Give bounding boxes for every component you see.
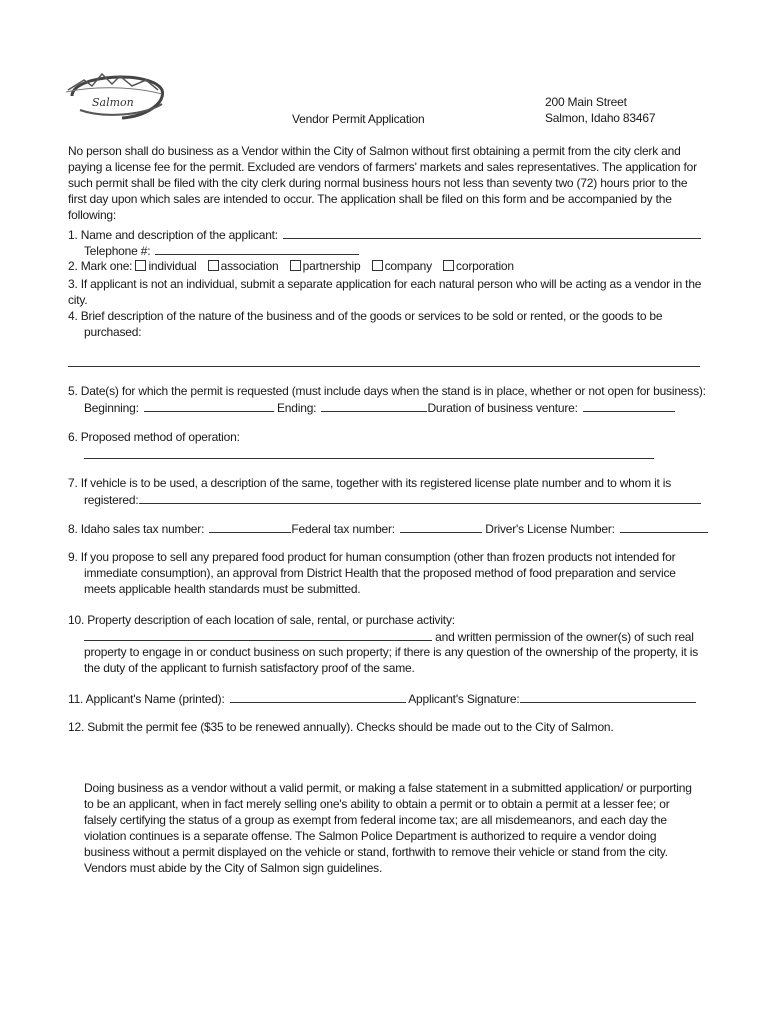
checkbox-individual[interactable] [135, 260, 146, 271]
item-7: 7. If vehicle is to be used, a description of the same, together with its registered license plate number and to whom it is [68, 476, 672, 490]
method-of-operation-field[interactable] [84, 458, 654, 459]
beginning-field[interactable] [144, 399, 274, 412]
item-9: 9. If you propose to sell any prepared food product for human consumption (other than frozen products not intended for immediate consumption), an approval from District Health that the proposed method of food preparation and service meets applicable health standards must be submitted. [68, 550, 676, 596]
item-6: 6. Proposed method of operation: [68, 430, 240, 444]
item-10-rest: property to engage in or conduct business on such property; if there is any question of the ownership of the property, it is the duty of the applicant to furnish satisfactory proof of the same. [84, 645, 699, 675]
item-8 [68, 520, 708, 537]
option-association-label: association [220, 259, 279, 273]
option-company-label: company [384, 259, 432, 273]
drivers-license-label: Driver's License Number: [485, 522, 615, 536]
registered-label: registered: [84, 493, 139, 507]
item-1-phone [84, 242, 359, 259]
applicant-printed-name-field[interactable] [230, 690, 406, 703]
idaho-tax-label: 8. Idaho sales tax number: [68, 522, 205, 536]
item-1 [68, 226, 701, 243]
ending-field[interactable] [321, 399, 427, 412]
federal-tax-field[interactable] [400, 520, 482, 533]
checkbox-corporation[interactable] [443, 260, 454, 271]
vehicle-registration-field[interactable] [139, 491, 701, 504]
idaho-tax-field[interactable] [209, 520, 291, 533]
applicant-signature-label: Applicant's Signature: [408, 692, 520, 706]
item-5: 5. Date(s) for which the permit is requested (must include days when the stand is in place, whether or not open for business): [68, 384, 706, 398]
telephone-field[interactable] [155, 242, 359, 255]
footer-warning: Doing business as a vendor without a valid permit, or making a false statement in a submitted application/ or purporting to be an applicant, when in fact merely selling one's ability to obtain a permit or to obtain a permit at a lesser fee; or falsely certifying the status of a group as exempt from federal income tax; are all misdemeanors, and each day the violation continues is a separate offense. The Salmon Police Department is authorized to require a vendor doing business without a permit displayed on the vehicle or stand, forthwith to remove their vehicle or stand from the city. Vendors must abide by the City of Salmon sign guidelines. [84, 781, 692, 875]
ending-label: Ending: [277, 401, 317, 415]
checkbox-association[interactable] [208, 260, 219, 271]
property-description-field[interactable] [84, 628, 432, 641]
applicant-name-label: 11. Applicant's Name (printed): [68, 692, 225, 706]
item-3: 3. If applicant is not an individual, submit a separate application for each natural person who will be acting as a vendor in the city. [68, 277, 702, 307]
item-7-cont [84, 491, 701, 508]
address-line-2: Salmon, Idaho 83467 [545, 111, 656, 125]
item-10: 10. Property description of each location of sale, rental, or purchase activity: [68, 613, 455, 627]
logo-text: Salmon [92, 96, 134, 109]
item-1-label: 1. Name and description of the applicant: [68, 228, 278, 242]
drivers-license-field[interactable] [620, 520, 708, 533]
item-11 [68, 690, 696, 707]
business-description-field[interactable] [68, 366, 700, 367]
checkbox-company[interactable] [372, 260, 383, 271]
item-10-after: and written permission of the owner(s) of such real [435, 630, 694, 644]
item-12: 12. Submit the permit fee ($35 to be renewed annually). Checks should be made out to the City of Salmon. [68, 720, 614, 734]
intro-paragraph: No person shall do business as a Vendor within the City of Salmon without first obtaining a permit from the city clerk and paying a license fee for the permit. Excluded are vendors of farmers' markets and sales representatives. The application for such permit shall be filed with the city clerk during normal business hours not less than seventy two (72) hours prior to the first day upon which sales are intended to occur. The application shall be filed on this form and be accompanied by the following: [68, 144, 697, 222]
duration-label: Duration of business venture: [427, 401, 578, 415]
address-line-1: 200 Main Street [545, 95, 627, 109]
applicant-name-field[interactable] [283, 226, 701, 239]
item-2 [68, 258, 514, 274]
option-individual-label: individual [148, 259, 197, 273]
telephone-label: Telephone #: [84, 244, 151, 258]
item-10-line [84, 628, 694, 645]
federal-tax-label: Federal tax number: [291, 522, 395, 536]
checkbox-partnership[interactable] [290, 260, 301, 271]
document-title: Vendor Permit Application [292, 112, 425, 126]
duration-field[interactable] [583, 399, 675, 412]
city-logo [62, 66, 168, 124]
applicant-signature-field[interactable] [520, 690, 696, 703]
option-corporation-label: corporation [456, 259, 514, 273]
option-partnership-label: partnership [302, 259, 361, 273]
item-5-dates [84, 399, 675, 416]
item-2-label: 2. Mark one: [68, 259, 133, 273]
item-4-cont: purchased: [84, 325, 142, 339]
beginning-label: Beginning: [84, 401, 139, 415]
item-4: 4. Brief description of the nature of the business and of the goods or services to be sold or rented, or the goods to be [68, 309, 663, 323]
